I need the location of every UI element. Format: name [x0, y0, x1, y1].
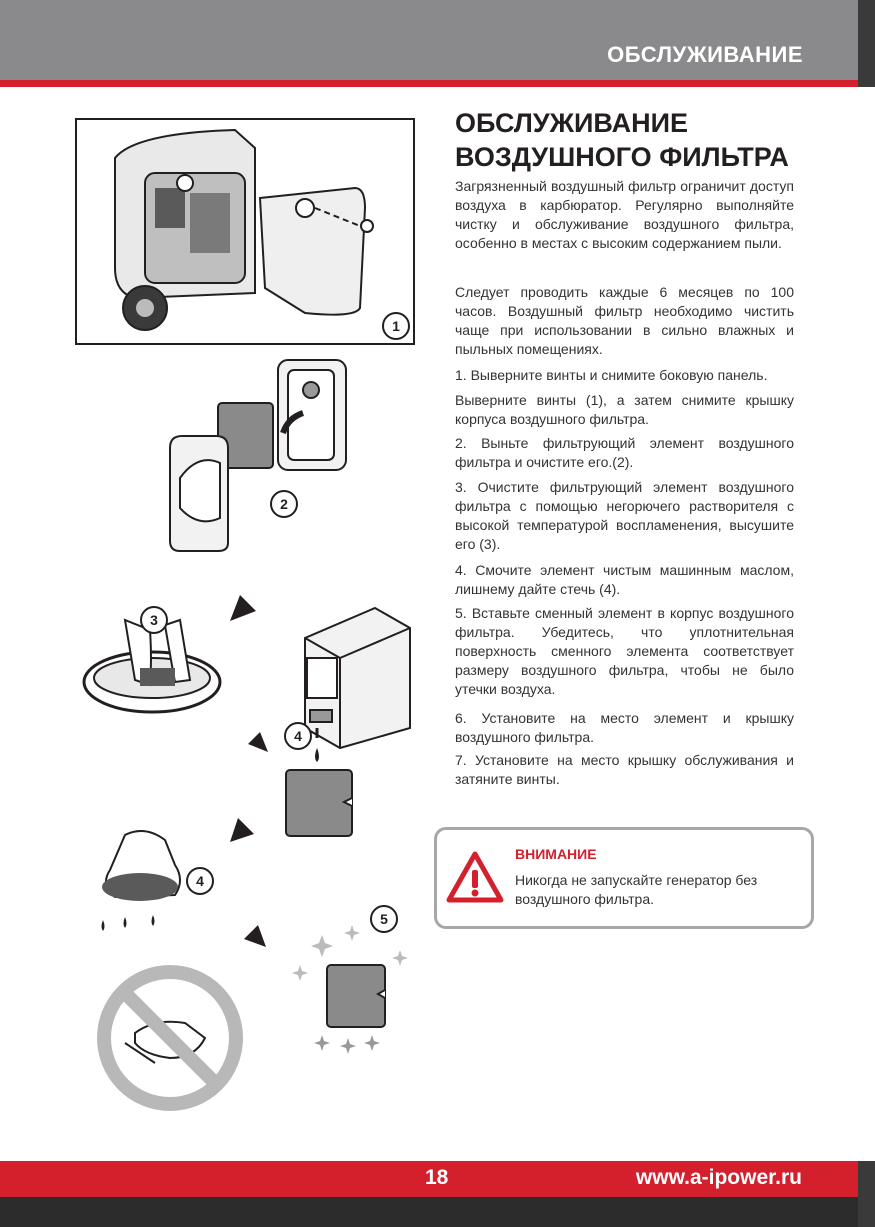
figure-label-2: 2 — [270, 490, 298, 518]
step-5: 5. Вставьте сменный элемент в корпус воздушного фильтра. Убедитесь, что уплотнительная поверхность сменного элемента соответствует размеру воздушного фильтра, чтобы не было утечки воздуха. — [455, 605, 794, 697]
paragraph-intro: Загрязненный воздушный фильтр ограничит доступ воздуха в карбюратор. Регулярно выполняйте чистку и обслуживание воздушного фильтра, особенно в местах с высоким содержанием пыли. — [455, 178, 794, 251]
step-1-detail: Выверните винты (1), а затем снимите крышку корпуса воздушного фильтра. — [455, 392, 794, 427]
warning-text: Никогда не запускайте генератор без воздушного фильтра. — [515, 872, 758, 907]
arrow-down-right-icon — [230, 714, 270, 754]
section-title-line2: ВОЗДУШНОГО ФИЛЬТРА — [455, 142, 789, 172]
step-1: 1. Выверните винты и снимите боковую панель. — [455, 367, 768, 383]
prohibited-icon — [95, 963, 245, 1113]
paragraph-schedule: Следует проводить каждые 6 месяцев по 100 часов. Воздушный фильтр необходимо чистить чаще при использовании в сильно влажных и пыльных помещениях. — [455, 284, 794, 357]
website-link[interactable]: www.a-ipower.ru — [635, 1166, 802, 1189]
oil-container-illustration — [295, 598, 420, 778]
section-title — [455, 106, 789, 174]
filter-element-oiled-illustration — [284, 768, 356, 840]
header-title: ОБСЛУЖИВАНИЕ — [607, 42, 803, 67]
section-title-line1: ОБСЛУЖИВАНИЕ — [455, 108, 688, 138]
figure-label-1: 1 — [382, 312, 410, 340]
header-accent-stripe — [0, 80, 858, 87]
header-edge — [858, 0, 875, 87]
generator-illustration — [75, 118, 415, 345]
step-4: 4. Смочите элемент чистым машинным маслом, лишнему дайте стечь (4). — [455, 562, 794, 597]
arrow-down-left-icon — [228, 575, 276, 623]
clean-filter-illustration — [292, 920, 412, 1055]
step-7: 7. Установите на место крышку обслуживания и затяните винты. — [455, 752, 794, 787]
page-number: 18 — [425, 1166, 449, 1189]
figure-label-3: 3 — [140, 606, 168, 634]
footer-edge — [858, 1161, 875, 1227]
arrow-down-left-icon-2 — [228, 798, 273, 843]
warning-triangle-icon — [445, 850, 505, 906]
footer-dark-stripe — [0, 1197, 858, 1227]
figure-label-4a: 4 — [284, 722, 312, 750]
warning-box — [434, 827, 814, 929]
figure-label-5: 5 — [370, 905, 398, 933]
step-6: 6. Установите на место элемент и крышку воздушного фильтра. — [455, 710, 794, 745]
figure-label-4b: 4 — [186, 867, 214, 895]
step-2: 2. Выньте фильтрующий элемент воздушного фильтра и очистите его.(2). — [455, 435, 794, 470]
arrow-down-right-icon-2 — [228, 905, 268, 950]
warning-title: ВНИМАНИЕ — [515, 846, 597, 862]
filter-cover-illustration — [168, 358, 358, 553]
step-3: 3. Очистите фильтрующий элемент воздушного фильтра с помощью негорючего растворителя с высокой температурой воспламенения, высушите его (3). — [455, 479, 794, 552]
header-bar — [0, 0, 858, 80]
